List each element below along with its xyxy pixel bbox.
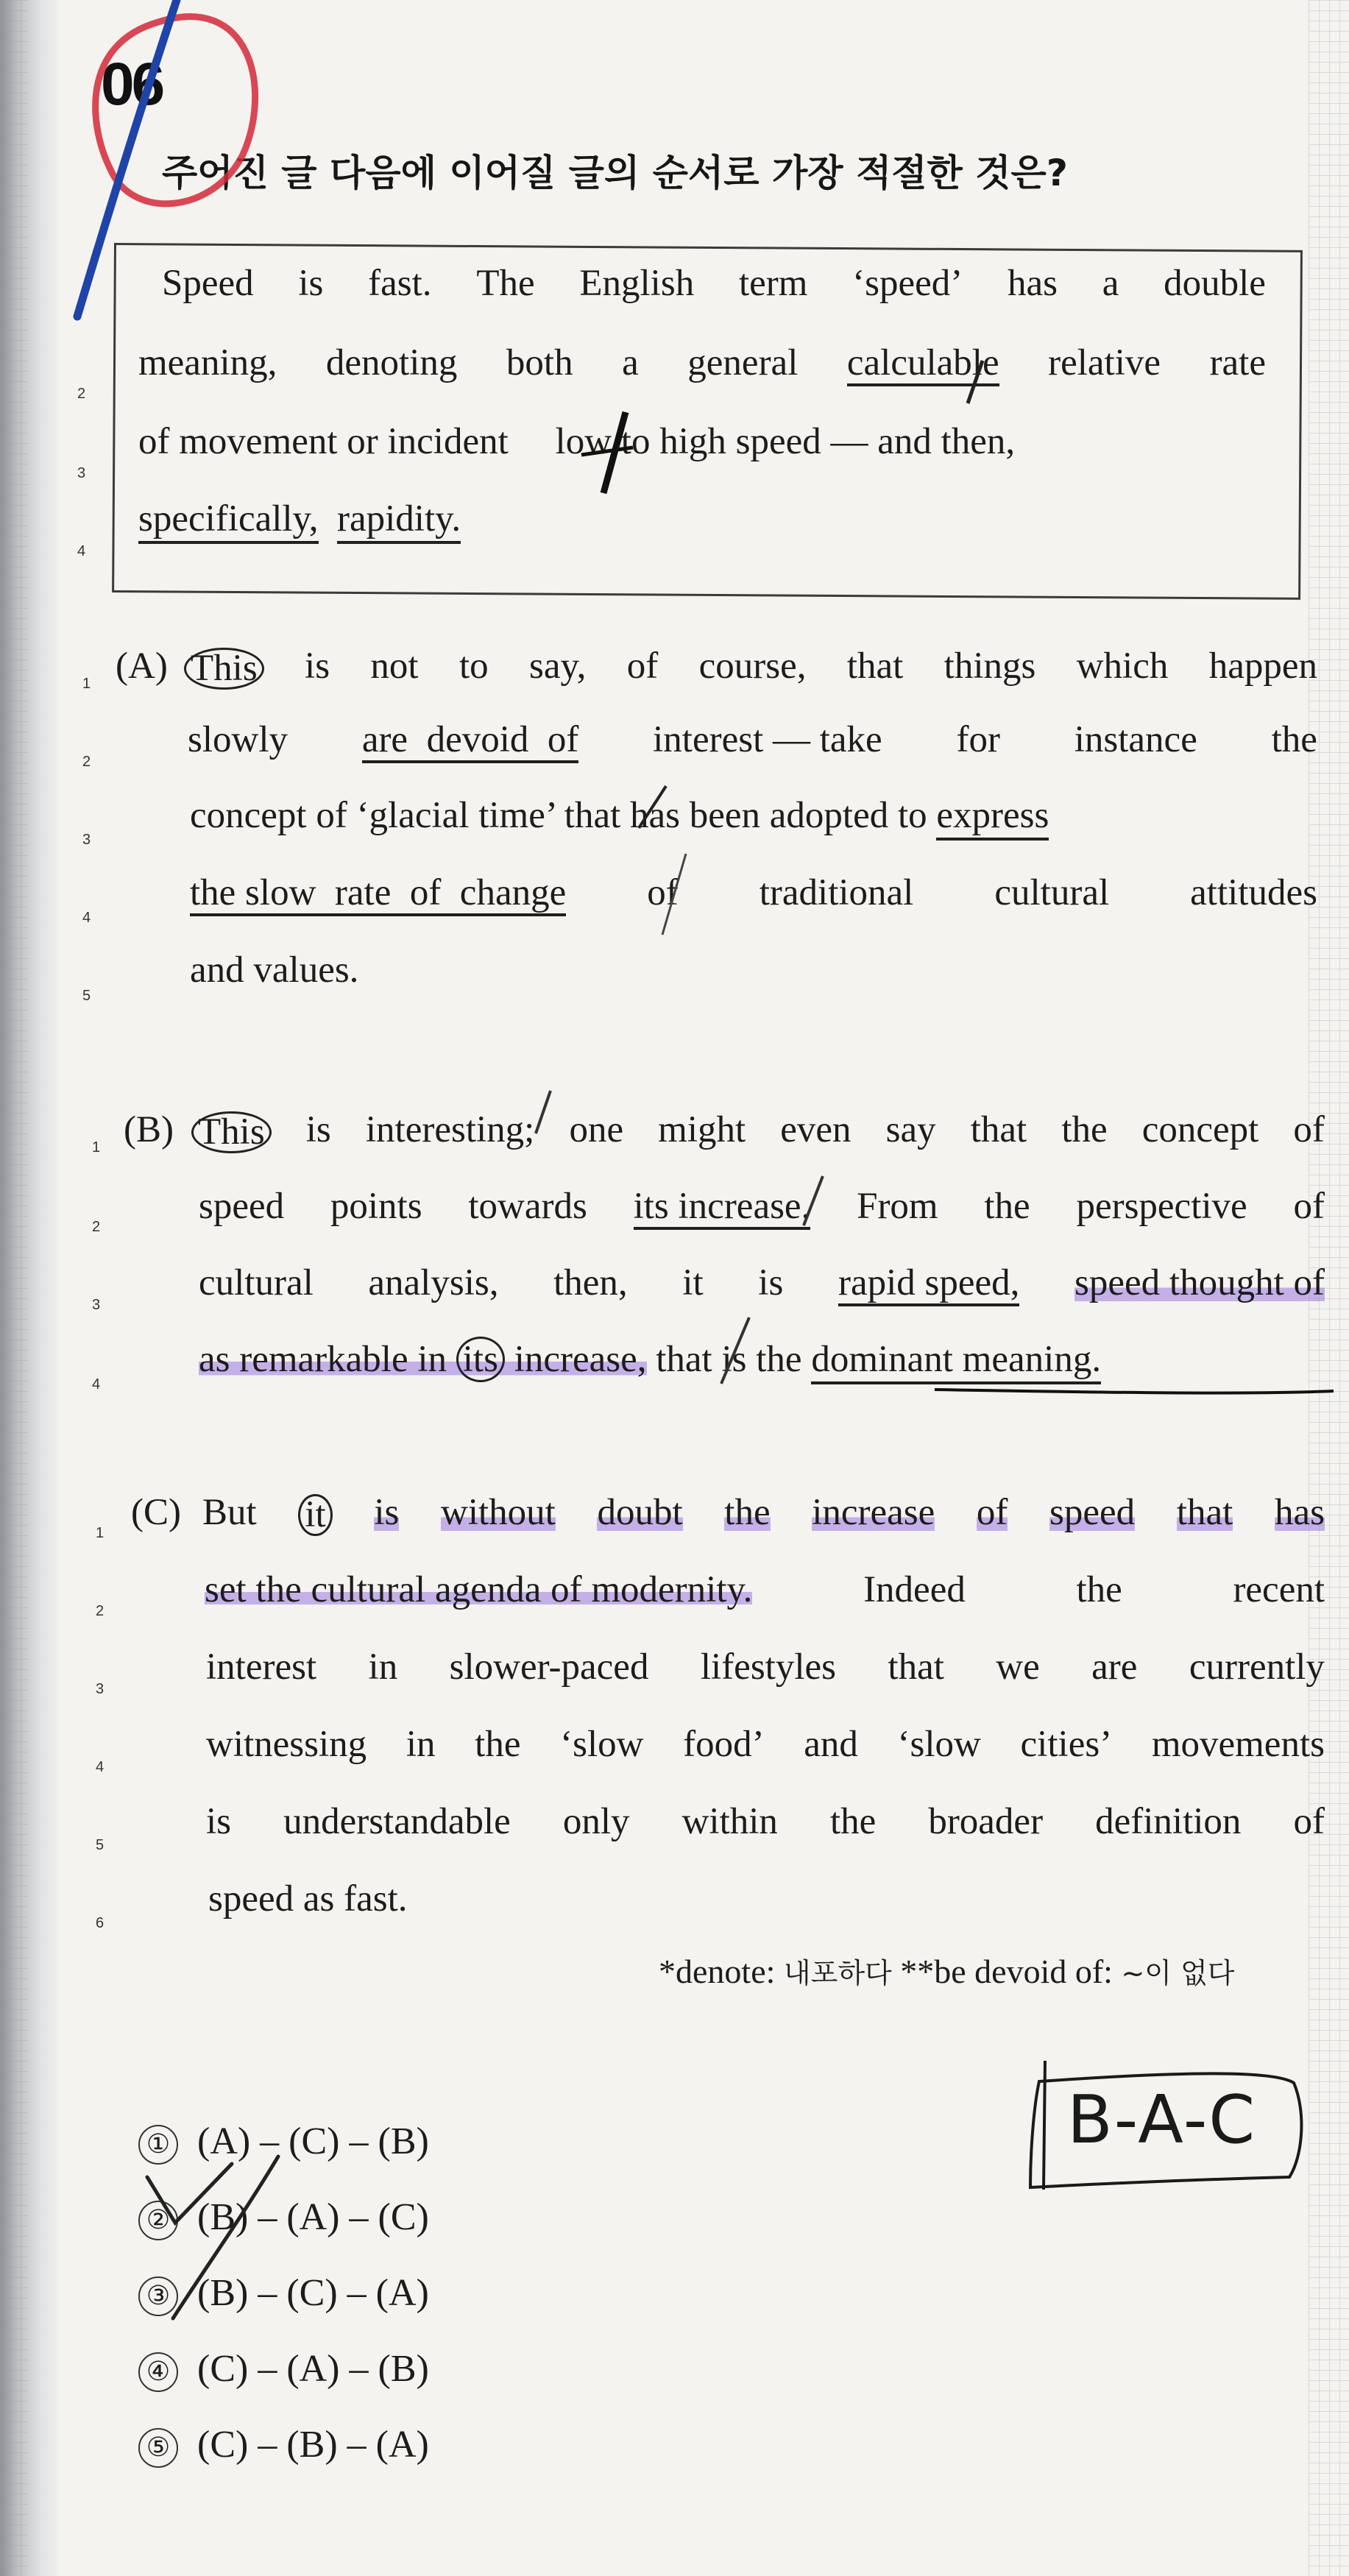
line-number: 2 <box>77 386 86 402</box>
answer-box-mark <box>1030 2073 1301 2187</box>
option-marker: ① <box>138 2125 178 2165</box>
question-number: 06 <box>101 51 163 118</box>
line-number: 2 <box>96 1603 105 1619</box>
slash-mark <box>721 1317 749 1384</box>
passage-b-line-3: cultural analysis, then, it is rapid speed, speed thought of <box>199 1264 1325 1306</box>
answer-box-line <box>1044 2061 1045 2190</box>
passage-c-line-6: speed as fast. <box>208 1878 408 1919</box>
line-number: 2 <box>92 1219 101 1235</box>
passage-b-line-4: as remarkable in its increase, that is the dominant meaning. <box>199 1341 1101 1379</box>
passage-a-line-4: the slow rate of change of traditional cultural attitudes <box>190 874 1317 916</box>
option-text: (C) – (A) – (B) <box>197 2348 429 2390</box>
line-number: 6 <box>96 1915 105 1931</box>
line-number: 1 <box>92 1139 101 1156</box>
footnote-term-2: **be devoid of: <box>891 1953 1122 1990</box>
passage-a-line-3: concept of ‘glacial time’ that has been adopted to express <box>190 797 1049 835</box>
option-text: (C) – (B) – (A) <box>197 2424 429 2466</box>
line-number: 5 <box>82 988 91 1004</box>
passage-b-label: (B) <box>124 1109 174 1150</box>
intro-line-1: Speed is fast. The English term ‘speed’ has a double <box>162 263 1266 304</box>
option-text: (A) – (C) – (B) <box>197 2120 429 2162</box>
option-marker: ⑤ <box>138 2428 178 2468</box>
line-number: 1 <box>96 1525 105 1541</box>
line-number: 4 <box>92 1376 101 1393</box>
line-number: 1 <box>82 676 91 692</box>
underline-mark <box>935 1390 1334 1393</box>
slash-mark <box>639 786 666 828</box>
line-number: 5 <box>96 1837 105 1853</box>
passage-c-line-3: interest in slower-paced lifestyles that we are currently <box>206 1646 1325 1688</box>
passage-c-line-4: witnessing in the ‘slow food’ and ‘slow cities’ movements <box>206 1724 1325 1765</box>
footnote-korean-2: ~이 없다 <box>1121 1957 1235 1989</box>
line-number: 4 <box>96 1759 105 1775</box>
passage-c-label: (C) <box>131 1492 181 1533</box>
option-marker: ③ <box>138 2276 178 2316</box>
option-slash-mark <box>173 2156 278 2318</box>
line-number: 2 <box>82 754 91 770</box>
footnote-korean-1: 내포하다 <box>783 1957 892 1989</box>
blue-check-mark <box>77 0 177 316</box>
slash-mark <box>662 854 686 935</box>
passage-b-line-1: This is interesting; one might even say that the concept of <box>191 1111 1325 1153</box>
passage-a-line-1: This is not to say, of course, that things which happen <box>184 648 1317 690</box>
passage-c-line-1: But it is without doubt the increase of speed that has <box>202 1492 1325 1535</box>
option-check-mark <box>147 2164 232 2223</box>
option-marker: ② <box>138 2201 178 2240</box>
passage-a-line-2: slowly are devoid of interest — take for instance the <box>188 721 1317 763</box>
slash-mark <box>804 1176 823 1225</box>
line-number: 4 <box>77 543 86 559</box>
line-number: 3 <box>92 1297 101 1313</box>
handwritten-answer: B-A-C <box>1067 2081 1257 2159</box>
line-number: 3 <box>96 1681 105 1697</box>
intro-line-3: of movement or incident low to high speed — and then, <box>138 421 1016 462</box>
passage-c-line-2: set the cultural agenda of modernity. Indeed the recent <box>205 1569 1325 1610</box>
passage-b-line-2: speed points towards its increase. From the perspective of <box>199 1188 1325 1230</box>
dash-mark <box>581 447 633 455</box>
line-number: 3 <box>77 465 86 481</box>
line-number: 4 <box>82 910 91 926</box>
footnote-term-1: *denote: <box>659 1953 784 1990</box>
line-number: 3 <box>82 832 91 848</box>
passage-a-line-5: and values. <box>190 949 359 991</box>
question-title: 주어진 글 다음에 이어질 글의 순서로 가장 적절한 것은? <box>162 152 1068 194</box>
option-text: (B) – (A) – (C) <box>197 2196 429 2238</box>
option-text: (B) – (C) – (A) <box>197 2272 429 2314</box>
intro-line-2: meaning, denoting both a general calculable relative rate <box>138 344 1266 386</box>
passage-a-label: (A) <box>116 645 168 687</box>
intro-line-4: specifically, rapidity. <box>138 500 461 538</box>
option-marker: ④ <box>138 2352 178 2392</box>
slash-mark <box>968 361 982 403</box>
passage-c-line-5: is understandable only within the broader definition of <box>206 1801 1325 1842</box>
slash-mark <box>536 1091 550 1133</box>
